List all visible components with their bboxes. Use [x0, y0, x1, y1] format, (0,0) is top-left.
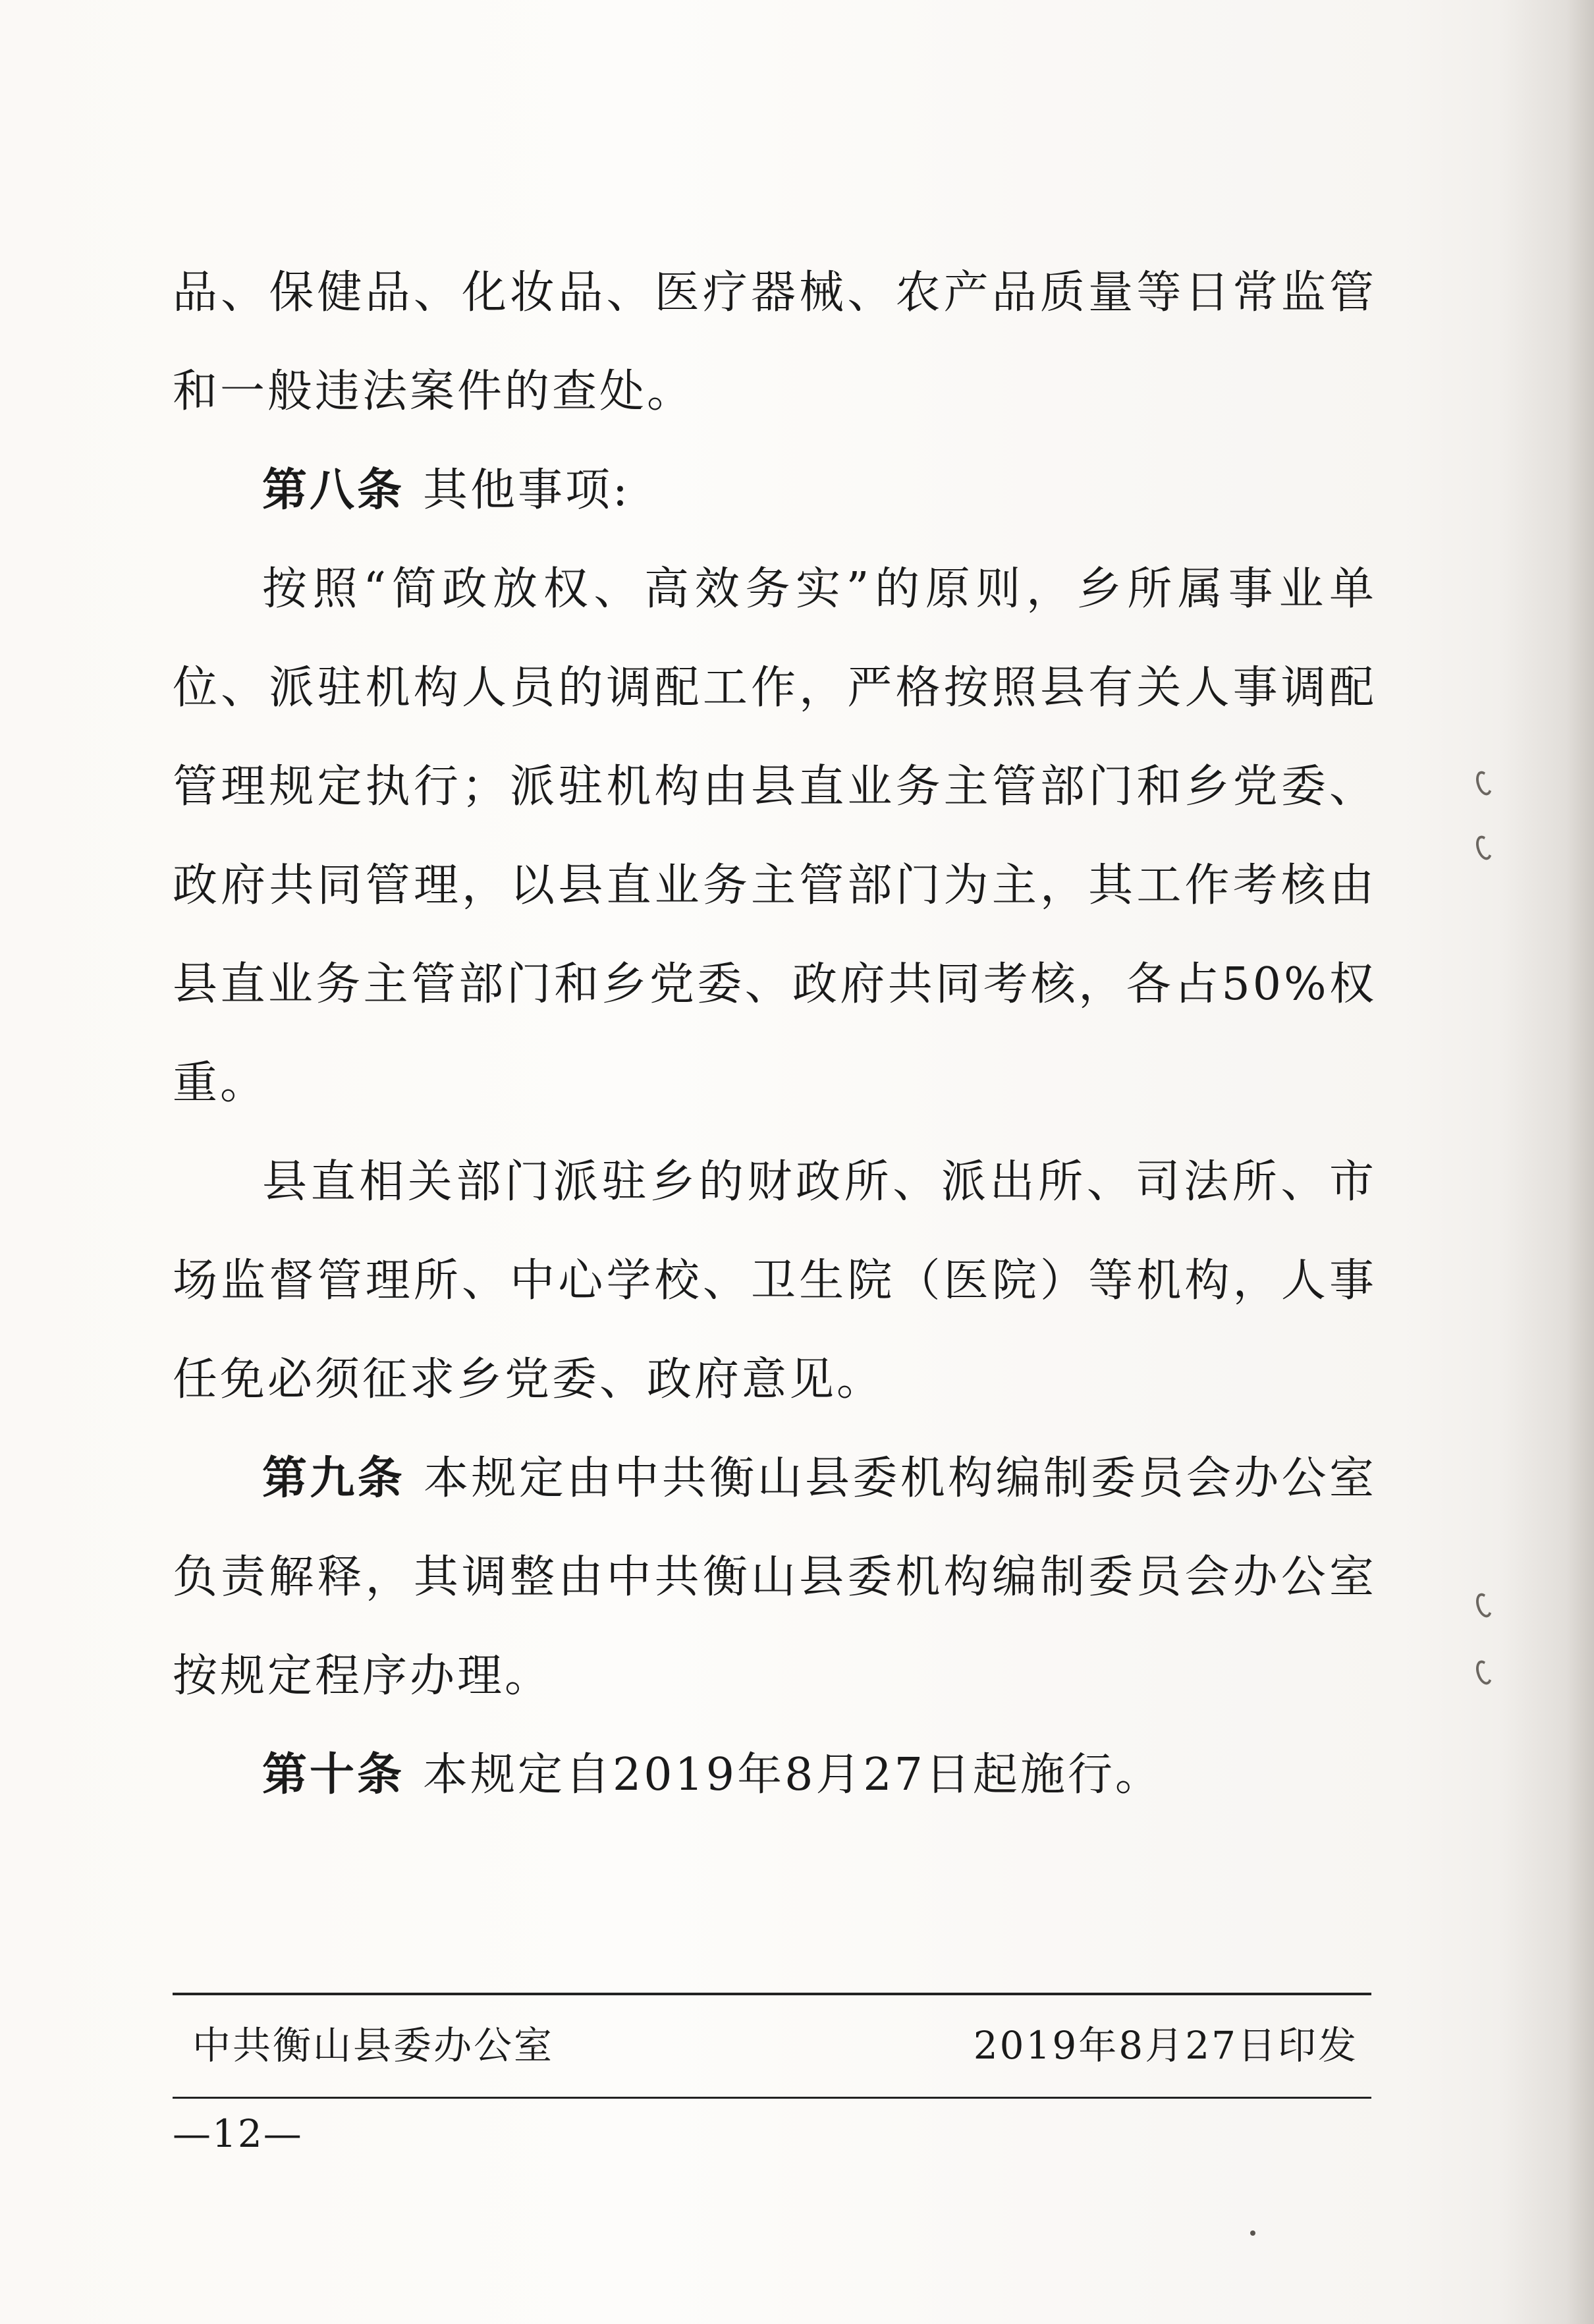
- page-edge-shadow: [1502, 0, 1594, 2324]
- binding-hole-mark: [1473, 1659, 1495, 1687]
- paragraph-text: 本规定自2019年8月27日起施行。: [423, 1749, 1163, 1801]
- binding-hole-mark: [1473, 834, 1495, 862]
- issuing-office: 中共衡山县委办公室: [192, 2023, 555, 2068]
- imprint-top-rule: [173, 1993, 1371, 1995]
- article-heading: 第十条: [262, 1749, 405, 1801]
- article-heading: 第九条: [262, 1452, 406, 1505]
- paragraph-text: 按照“简政放权、高效务实”的原则，乡所属事业单位、派驻机构人员的调配工作，严格按照县有关人事调配管理规定执行；派驻机构由县直业务主管部门和乡党委、政府共同管理，以县直业务主管部门为主，其工作考核由县直业务主管部门和乡党委、政府共同考核，各占50%权重。: [173, 563, 1377, 1109]
- speck-mark: [1250, 2230, 1255, 2236]
- article-10-paragraph: [173, 1726, 1377, 1825]
- article-8-heading-paragraph: [173, 441, 1377, 540]
- document-body: [173, 244, 1377, 1825]
- issue-date: 2019年8月27日印发: [973, 2023, 1358, 2068]
- article-8-paragraph-2: [173, 1133, 1377, 1429]
- paragraph-text: 其他事项:: [423, 464, 630, 516]
- paragraph-text: 本规定由中共衡山县委机构编制委员会办公室负责解释，其调整由中共衡山县委机构编制委员会办公室按规定程序办理。: [173, 1452, 1377, 1702]
- imprint-bottom-rule: [173, 2097, 1371, 2099]
- article-9-paragraph: [173, 1429, 1377, 1726]
- paragraph-text: 县直相关部门派驻乡的财政所、派出所、司法所、市场监督管理所、中心学校、卫生院（医院）等机构，人事任免必须征求乡党委、政府意见。: [173, 1156, 1377, 1406]
- page-number: —12—: [173, 2111, 303, 2156]
- binding-hole-mark: [1473, 769, 1495, 798]
- imprint-line: [192, 2012, 1358, 2072]
- paragraph-continuation: [173, 244, 1377, 441]
- binding-hole-mark: [1473, 1591, 1495, 1620]
- article-heading: 第八条: [262, 464, 405, 516]
- article-8-paragraph-1: [173, 540, 1377, 1133]
- paragraph-text: 品、保健品、化妆品、医疗器械、农产品质量等日常监管和一般违法案件的查处。: [173, 267, 1377, 418]
